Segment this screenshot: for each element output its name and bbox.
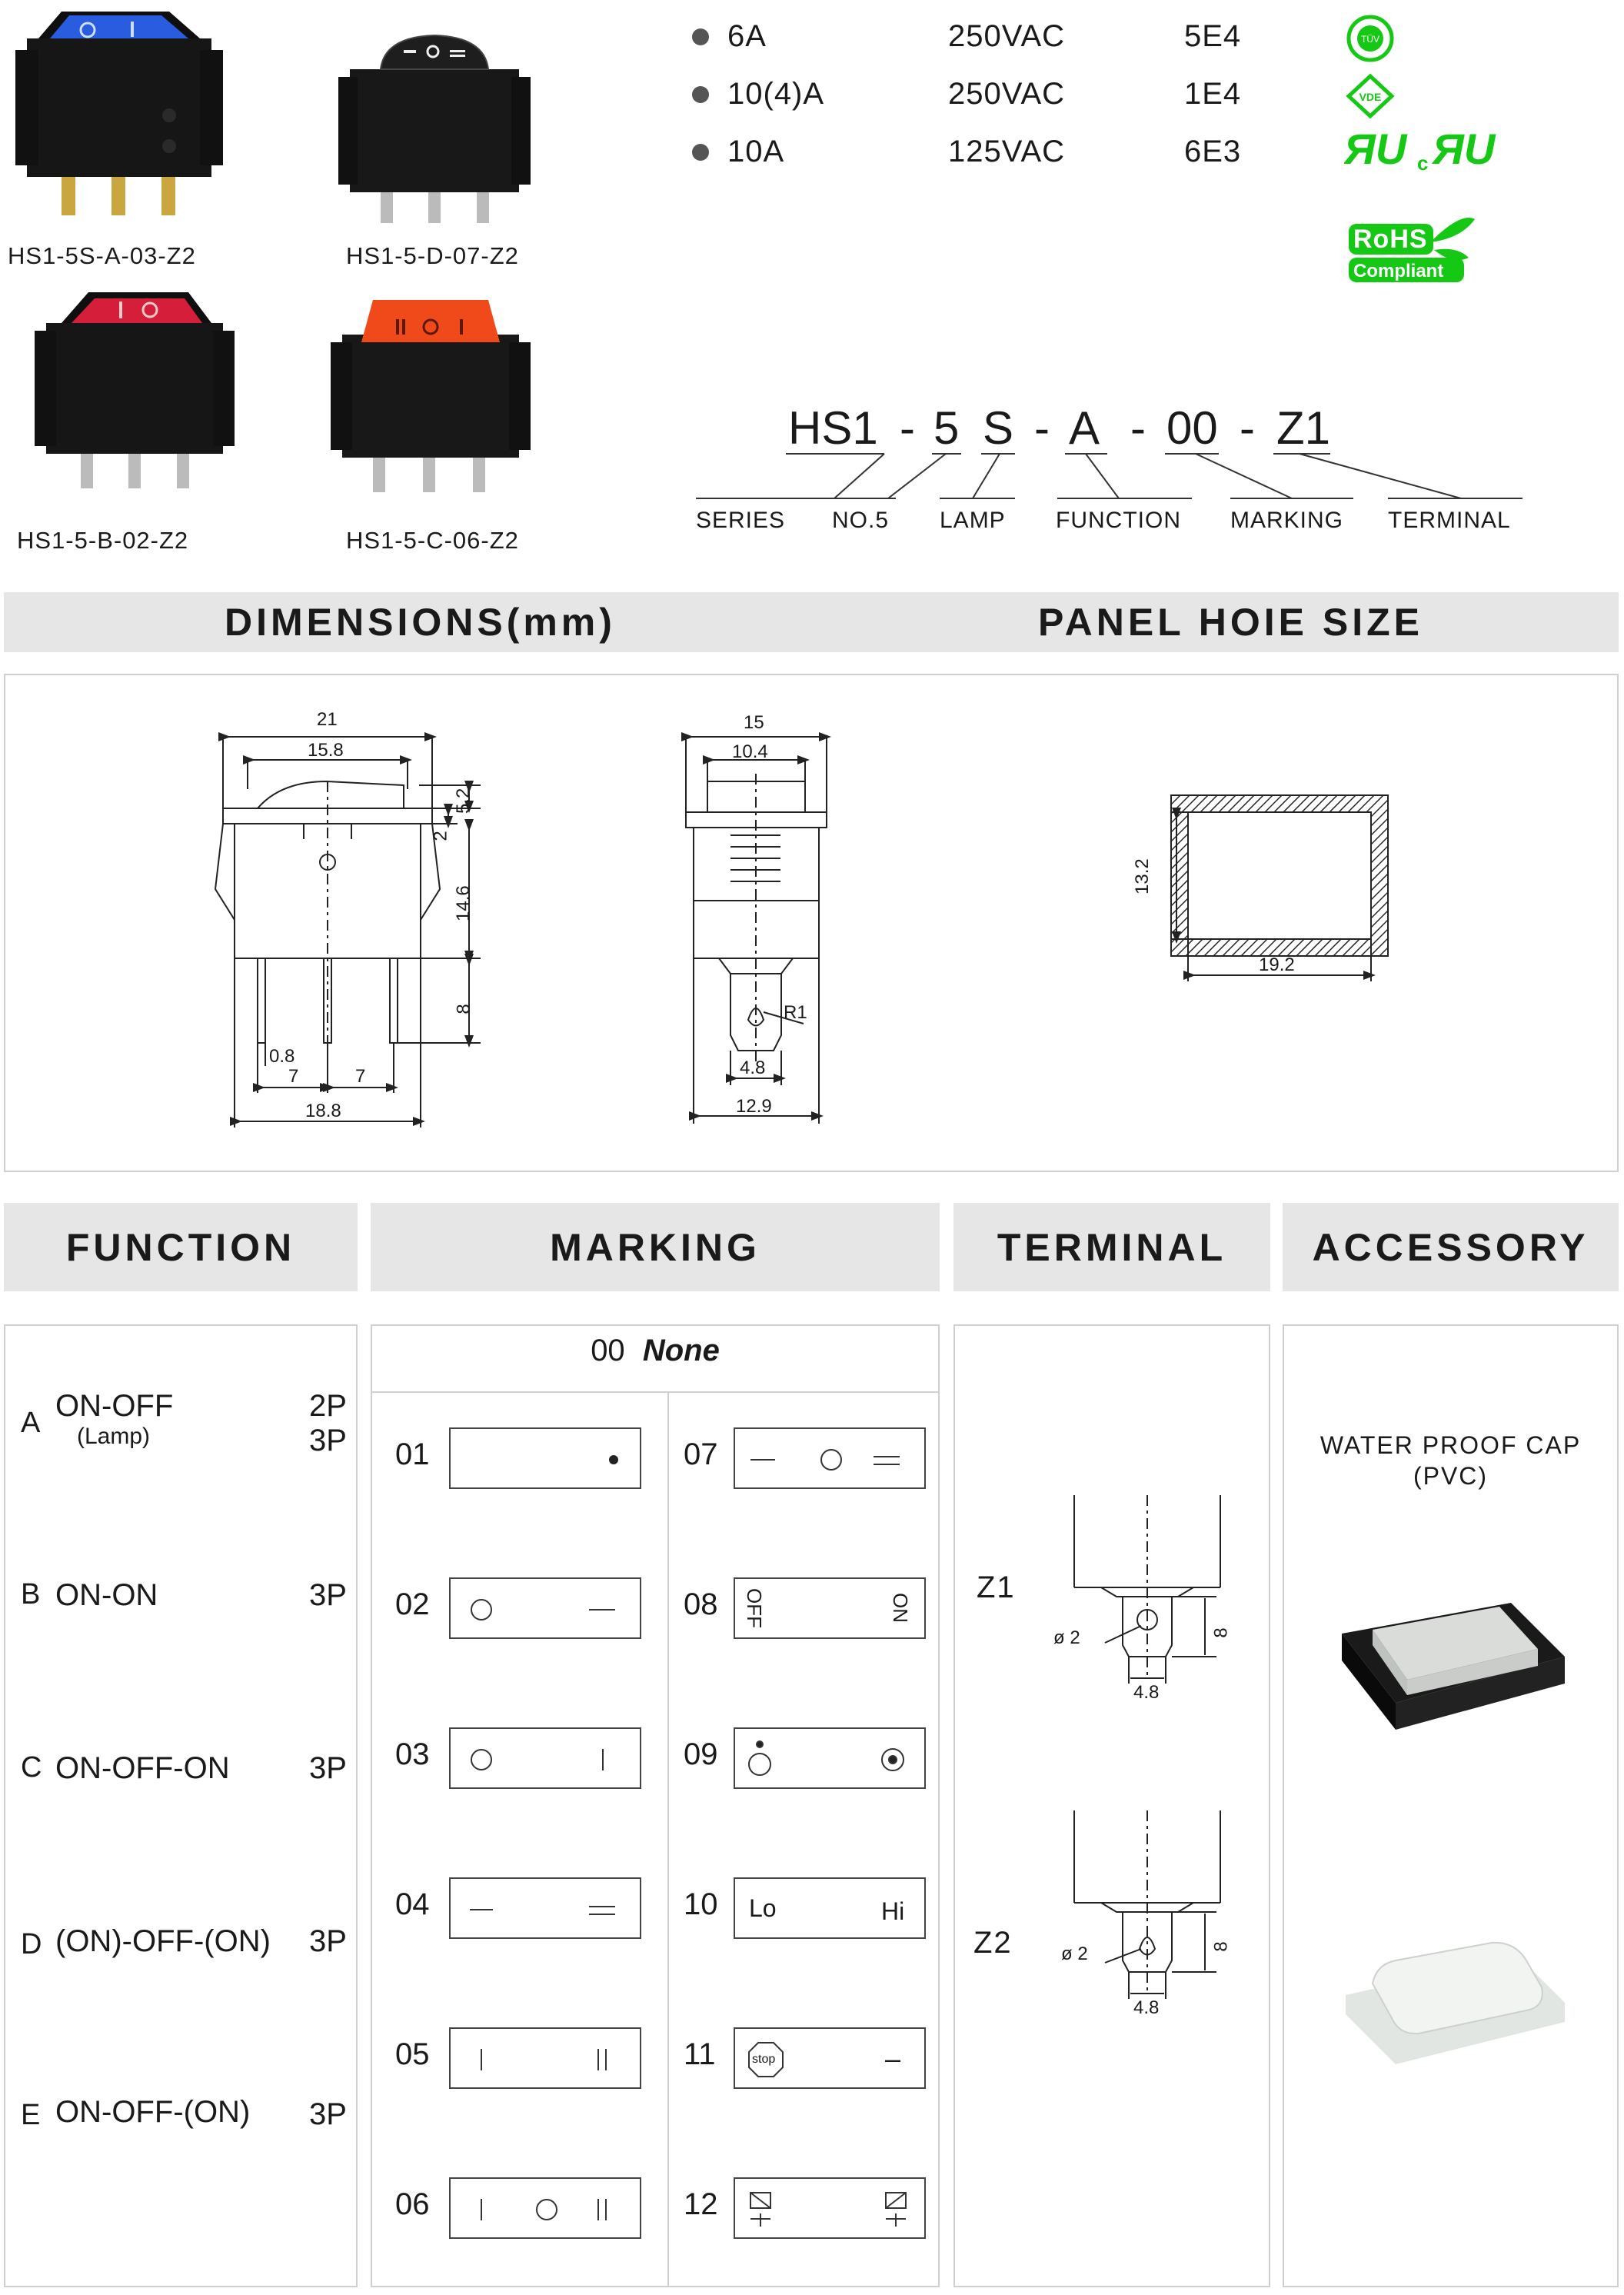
dim-10-4: 10.4 — [732, 741, 768, 762]
pn-caption-marking: MARKING — [1230, 508, 1344, 533]
dim-8: 8 — [453, 1004, 474, 1014]
marking-code: 02 — [395, 1587, 430, 1621]
rohs-compliant: Compliant — [1353, 261, 1444, 281]
marking-code: 04 — [395, 1887, 430, 1921]
dim-5-2: 5.2 — [453, 788, 474, 814]
function-letter: B — [21, 1578, 41, 1610]
rating-cycles-text: 5E4 — [1184, 19, 1242, 53]
marking-symbol-09 — [734, 1727, 926, 1789]
terminal-z1-height: 8 — [1210, 1627, 1232, 1638]
pn-leader-lines — [0, 0, 1624, 554]
marking-panel — [371, 1324, 940, 2287]
marking-code: 01 — [395, 1437, 430, 1471]
dim-r1: R1 — [784, 1002, 807, 1023]
pn-caption-function: FUNCTION — [1056, 508, 1181, 533]
marking-symbol-07 — [734, 1427, 926, 1489]
marking-symbol-06 — [449, 2177, 641, 2239]
pn-caption-terminal: TERMINAL — [1388, 508, 1511, 533]
function-name: ON-OFF — [55, 1389, 174, 1423]
dim-15-8: 15.8 — [308, 740, 344, 761]
panel-heading: PANEL HOIE SIZE — [1038, 601, 1424, 644]
dimensions-header-bar — [4, 592, 1619, 652]
function-sub: (Lamp) — [77, 1424, 151, 1449]
marking-header — [371, 1203, 940, 1291]
marking-heading: MARKING — [550, 1225, 760, 1269]
function-letter: C — [21, 1751, 42, 1784]
pn-no5: 5 — [933, 402, 960, 454]
rating-voltage-text: 125VAC — [948, 135, 1066, 168]
marking-code: 09 — [684, 1737, 718, 1771]
marking-symbol-12 — [734, 2177, 926, 2239]
dim-12-9: 12.9 — [736, 1096, 772, 1117]
marking-symbol-01 — [449, 1427, 641, 1489]
pn-function: A — [1069, 402, 1100, 454]
accessory-header — [1283, 1203, 1619, 1291]
terminal-z2-width: 4.8 — [1133, 1997, 1160, 2018]
dimensions-panel — [4, 674, 1619, 1172]
marking-code: 10 — [684, 1887, 718, 1921]
function-header — [4, 1203, 358, 1291]
pn-marking: 00 — [1166, 402, 1218, 454]
rating-voltage-text: 250VAC — [948, 77, 1066, 111]
terminal-z1-drawing — [1032, 1495, 1263, 1695]
dim-4-8: 4.8 — [740, 1058, 766, 1078]
rating-cycles-text: 1E4 — [1184, 77, 1242, 111]
terminal-z1-label: Z1 — [977, 1571, 1016, 1604]
marking-symbol-03 — [449, 1727, 641, 1789]
function-poles: 2P — [309, 1389, 347, 1423]
terminal-heading: TERMINAL — [997, 1225, 1227, 1269]
marking-code: 11 — [684, 2037, 716, 2071]
svg-text:VDE: VDE — [1359, 91, 1382, 103]
function-letter: E — [21, 2099, 41, 2131]
function-poles: 3P — [309, 1578, 347, 1612]
rating-current: 10(4)A — [727, 77, 825, 111]
product-label: HS1-5-D-07-Z2 — [346, 242, 519, 269]
marking-code: 03 — [395, 1737, 430, 1771]
marking-symbol-05 — [449, 2027, 641, 2089]
marking-symbol-04 — [449, 1877, 641, 1939]
waterproof-cap-clear-image — [1334, 1910, 1572, 2080]
terminal-panel — [953, 1324, 1270, 2287]
function-poles: 3P — [309, 1751, 347, 1785]
function-heading: FUNCTION — [65, 1225, 296, 1269]
dim-0-8: 0.8 — [269, 1046, 295, 1067]
marking-code: 12 — [684, 2187, 718, 2221]
terminal-z2-height: 8 — [1210, 1941, 1232, 1952]
marking-center-divider — [667, 1393, 669, 2287]
marking-code: 08 — [684, 1587, 718, 1621]
function-name: ON-ON — [55, 1578, 158, 1612]
dim-13-2: 13.2 — [1132, 858, 1153, 894]
function-poles: 3P — [309, 2097, 347, 2131]
marking-on-text: ON — [889, 1593, 912, 1623]
dim-14-6: 14.6 — [453, 885, 474, 921]
dim-2: 2 — [430, 831, 451, 841]
terminal-z2-dia: ø 2 — [1061, 1944, 1088, 1964]
pn-caption-lamp: LAMP — [940, 508, 1006, 533]
marking-code: 06 — [395, 2187, 430, 2221]
svg-text:c: c — [1417, 152, 1429, 173]
product-label: HS1-5-C-06-Z2 — [346, 527, 519, 554]
pn-dash: - — [900, 402, 915, 454]
terminal-z2-label: Z2 — [973, 1926, 1013, 1960]
dim-18-8: 18.8 — [305, 1101, 341, 1121]
marking-none-code: 00 — [591, 1334, 625, 1367]
marking-code: 07 — [684, 1437, 718, 1471]
marking-off-text: OFF — [743, 1588, 766, 1628]
function-letter: D — [21, 1928, 42, 1960]
marking-stop-text: stop — [752, 2053, 776, 2066]
svg-text:ЯU: ЯU — [1344, 127, 1407, 173]
pn-dash: - — [1034, 402, 1050, 454]
function-name: ON-OFF-(ON) — [55, 2095, 251, 2129]
terminal-z1-dia: ø 2 — [1053, 1627, 1080, 1648]
rating-current: 10A — [727, 135, 785, 168]
marking-divider — [372, 1391, 938, 1393]
function-name: (ON)-OFF-(ON) — [55, 1924, 271, 1958]
marking-symbol-08 — [734, 1577, 926, 1639]
pn-caption-no5: NO.5 — [832, 508, 890, 533]
dim-21: 21 — [317, 709, 338, 730]
accessory-heading: ACCESSORY — [1312, 1225, 1589, 1269]
marking-symbol-11 — [734, 2027, 926, 2089]
function-poles: 3P — [309, 1424, 347, 1457]
accessory-title-line1: WATER PROOF CAP — [1320, 1431, 1582, 1459]
dim-7-right: 7 — [355, 1066, 366, 1087]
pn-dash: - — [1240, 402, 1255, 454]
svg-text:TÜV: TÜV — [1361, 34, 1379, 45]
marking-none-row — [372, 1334, 938, 1368]
dimension-drawings — [4, 674, 1619, 1172]
rating-current: 6A — [727, 19, 767, 53]
accessory-title — [1284, 1430, 1617, 1491]
terminal-z2-drawing — [1032, 1810, 1263, 2010]
product-label: HS1-5-B-02-Z2 — [17, 527, 189, 554]
dim-15: 15 — [744, 712, 764, 733]
rohs-title: RoHS — [1353, 225, 1428, 254]
pn-terminal: Z1 — [1276, 402, 1331, 454]
pn-dash: - — [1130, 402, 1146, 454]
accessory-title-line2: (PVC) — [1413, 1462, 1489, 1490]
dimensions-heading: DIMENSIONS(mm) — [225, 601, 616, 644]
marking-symbol-02 — [449, 1577, 641, 1639]
function-letter: A — [21, 1407, 41, 1439]
marking-none-label: None — [642, 1334, 720, 1367]
dim-19-2: 19.2 — [1259, 954, 1295, 975]
pn-series: HS1 — [788, 402, 878, 454]
product-label: HS1-5S-A-03-Z2 — [8, 242, 196, 269]
function-name: ON-OFF-ON — [55, 1751, 230, 1785]
svg-text:ЯU: ЯU — [1433, 127, 1496, 173]
dim-7-left: 7 — [288, 1066, 299, 1087]
function-poles: 3P — [309, 1924, 347, 1958]
waterproof-cap-black-image — [1334, 1572, 1572, 1749]
rating-voltage-text: 250VAC — [948, 19, 1066, 53]
marking-dash-text: – — [885, 2043, 901, 2074]
pn-lamp: S — [983, 402, 1014, 454]
accessory-panel — [1283, 1324, 1619, 2287]
function-panel — [4, 1324, 358, 2287]
terminal-header — [953, 1203, 1270, 1291]
marking-code: 05 — [395, 2037, 430, 2071]
pn-caption-series: SERIES — [696, 508, 786, 533]
marking-symbol-10 — [734, 1877, 926, 1939]
marking-hi-text: Hi — [881, 1897, 905, 1925]
rating-cycles-text: 6E3 — [1184, 135, 1242, 168]
terminal-z1-width: 4.8 — [1133, 1682, 1160, 1703]
marking-lo-text: Lo — [749, 1894, 777, 1922]
